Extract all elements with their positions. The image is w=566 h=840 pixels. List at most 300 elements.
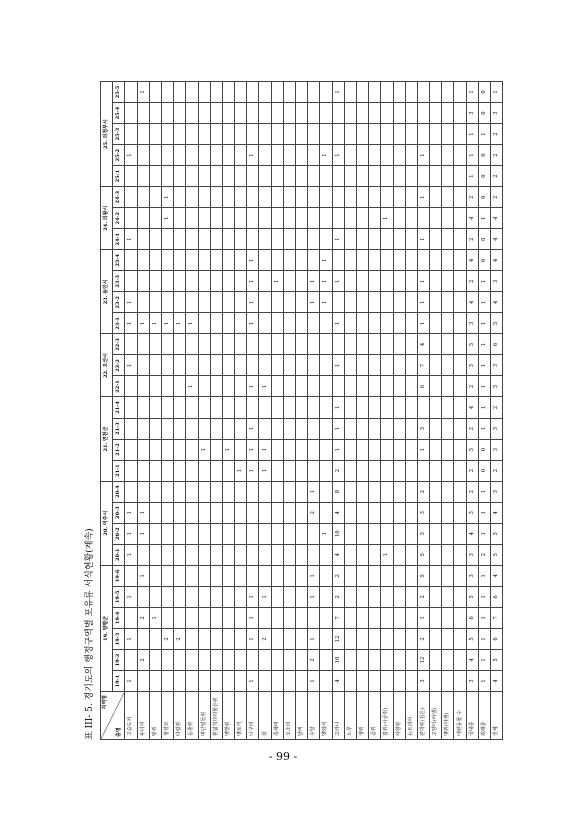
count-cell bbox=[186, 103, 198, 124]
count-cell: 1 bbox=[247, 670, 259, 691]
count-cell bbox=[381, 670, 393, 691]
count-cell bbox=[161, 460, 173, 481]
count-cell: 1 bbox=[247, 418, 259, 439]
count-cell: 1 bbox=[320, 145, 332, 166]
count-cell bbox=[296, 145, 308, 166]
species-name-cell: 멧돼지 bbox=[320, 692, 332, 740]
count-cell bbox=[381, 649, 393, 670]
region-group-header: 20. 여주시 bbox=[101, 481, 113, 565]
count-cell: 1 bbox=[332, 355, 344, 376]
count-cell bbox=[210, 355, 222, 376]
count-cell bbox=[393, 166, 405, 187]
count-cell bbox=[235, 544, 247, 565]
count-cell bbox=[198, 628, 210, 649]
count-cell: 1 bbox=[247, 607, 259, 628]
count-cell bbox=[442, 397, 454, 418]
count-cell bbox=[454, 481, 466, 502]
count-cell: 1 bbox=[478, 334, 490, 355]
count-cell bbox=[149, 544, 161, 565]
count-cell bbox=[137, 355, 149, 376]
count-cell bbox=[356, 397, 368, 418]
count-cell bbox=[210, 313, 222, 334]
count-cell bbox=[393, 397, 405, 418]
count-cell: 3 bbox=[466, 670, 478, 691]
count-cell bbox=[369, 355, 381, 376]
count-cell bbox=[296, 586, 308, 607]
count-cell bbox=[308, 81, 320, 102]
count-cell bbox=[430, 628, 442, 649]
count-cell bbox=[198, 334, 210, 355]
site-code-header: 20-2 bbox=[113, 523, 125, 544]
count-cell bbox=[271, 607, 283, 628]
count-cell: 6 bbox=[491, 334, 503, 355]
count-cell: 2 bbox=[478, 544, 490, 565]
count-cell bbox=[283, 607, 295, 628]
count-cell bbox=[174, 124, 186, 145]
count-cell: 0 bbox=[478, 460, 490, 481]
species-name-cell: 담비 bbox=[296, 692, 308, 740]
count-cell bbox=[198, 145, 210, 166]
species-name-cell: 두더지 bbox=[137, 692, 149, 740]
count-cell bbox=[161, 229, 173, 250]
count-cell bbox=[235, 397, 247, 418]
count-cell bbox=[186, 544, 198, 565]
count-cell bbox=[222, 187, 234, 208]
count-cell bbox=[393, 187, 405, 208]
species-name-cell: 멧토끼 bbox=[235, 692, 247, 740]
count-cell bbox=[271, 670, 283, 691]
count-cell bbox=[186, 124, 198, 145]
species-name-cell: 수달 bbox=[308, 692, 320, 740]
count-cell bbox=[247, 502, 259, 523]
count-cell: 2 bbox=[137, 607, 149, 628]
count-cell bbox=[393, 523, 405, 544]
count-cell bbox=[198, 355, 210, 376]
count-cell bbox=[369, 166, 381, 187]
count-cell: 1 bbox=[417, 313, 429, 334]
count-cell bbox=[222, 544, 234, 565]
count-cell bbox=[210, 607, 222, 628]
header-row-sites bbox=[113, 81, 125, 739]
count-cell bbox=[344, 166, 356, 187]
count-cell bbox=[405, 250, 417, 271]
count-cell bbox=[198, 565, 210, 586]
count-cell bbox=[161, 334, 173, 355]
species-name-cell: 노루 bbox=[344, 692, 356, 740]
count-cell bbox=[308, 313, 320, 334]
count-cell bbox=[283, 166, 295, 187]
count-cell bbox=[344, 628, 356, 649]
count-cell bbox=[405, 313, 417, 334]
count-cell bbox=[320, 628, 332, 649]
count-cell: 3 bbox=[466, 313, 478, 334]
table-header bbox=[101, 81, 125, 739]
count-cell bbox=[222, 376, 234, 397]
count-cell bbox=[417, 124, 429, 145]
count-cell bbox=[125, 376, 137, 397]
count-cell: 1 bbox=[247, 460, 259, 481]
count-cell bbox=[259, 565, 271, 586]
count-cell: 2 bbox=[174, 628, 186, 649]
count-cell bbox=[430, 355, 442, 376]
count-cell bbox=[369, 565, 381, 586]
count-cell bbox=[442, 81, 454, 102]
count-cell bbox=[161, 607, 173, 628]
count-cell: 1 bbox=[332, 397, 344, 418]
site-code-header: 20-4 bbox=[113, 481, 125, 502]
count-cell bbox=[344, 397, 356, 418]
species-name-cell: 오소리 bbox=[283, 692, 295, 740]
count-cell bbox=[186, 145, 198, 166]
count-cell bbox=[125, 187, 137, 208]
count-cell bbox=[442, 103, 454, 124]
count-cell: 2 bbox=[491, 397, 503, 418]
count-cell: 2 bbox=[466, 460, 478, 481]
count-cell bbox=[283, 334, 295, 355]
count-cell: 2 bbox=[466, 418, 478, 439]
count-cell bbox=[174, 607, 186, 628]
count-cell: 1 bbox=[186, 313, 198, 334]
count-cell bbox=[430, 229, 442, 250]
count-cell bbox=[186, 586, 198, 607]
count-cell bbox=[369, 439, 381, 460]
count-cell bbox=[344, 292, 356, 313]
page-number: - 99 - bbox=[268, 750, 298, 763]
count-cell bbox=[235, 355, 247, 376]
count-cell bbox=[161, 166, 173, 187]
count-cell bbox=[320, 586, 332, 607]
count-cell bbox=[442, 334, 454, 355]
count-cell bbox=[161, 586, 173, 607]
count-cell: 1 bbox=[161, 187, 173, 208]
species-name-cell: 관박쥐(검은) bbox=[417, 692, 429, 740]
count-cell bbox=[210, 229, 222, 250]
table-row bbox=[320, 81, 332, 739]
count-cell bbox=[235, 523, 247, 544]
count-cell bbox=[454, 439, 466, 460]
species-name-cell: 멧쥐(야생) bbox=[442, 692, 454, 740]
table-row bbox=[417, 81, 429, 739]
count-cell bbox=[186, 292, 198, 313]
count-cell bbox=[125, 166, 137, 187]
count-cell: 1 bbox=[332, 439, 344, 460]
count-cell bbox=[174, 523, 186, 544]
count-cell: 1 bbox=[247, 250, 259, 271]
count-cell: 1 bbox=[478, 586, 490, 607]
table-row bbox=[491, 81, 503, 739]
count-cell bbox=[283, 502, 295, 523]
count-cell bbox=[247, 229, 259, 250]
count-cell bbox=[381, 418, 393, 439]
count-cell bbox=[222, 481, 234, 502]
site-code-header: 21-3 bbox=[113, 418, 125, 439]
count-cell: 1 bbox=[332, 313, 344, 334]
count-cell: 3 bbox=[417, 418, 429, 439]
count-cell bbox=[186, 418, 198, 439]
count-cell bbox=[198, 313, 210, 334]
count-cell bbox=[296, 565, 308, 586]
count-cell: 1 bbox=[125, 145, 137, 166]
count-cell: 4 bbox=[466, 397, 478, 418]
count-cell bbox=[149, 187, 161, 208]
count-cell bbox=[186, 565, 198, 586]
header-row-groups bbox=[101, 81, 113, 739]
count-cell bbox=[222, 418, 234, 439]
count-cell bbox=[125, 81, 137, 102]
count-cell bbox=[149, 460, 161, 481]
count-cell bbox=[381, 439, 393, 460]
count-cell bbox=[430, 187, 442, 208]
table-row bbox=[430, 81, 442, 739]
count-cell bbox=[222, 166, 234, 187]
count-cell bbox=[198, 460, 210, 481]
count-cell bbox=[332, 334, 344, 355]
count-cell: 6 bbox=[491, 586, 503, 607]
count-cell bbox=[149, 523, 161, 544]
count-cell: 4 bbox=[332, 502, 344, 523]
count-cell bbox=[296, 544, 308, 565]
region-group-header: 19. 양평군 bbox=[101, 565, 113, 691]
count-cell: 1 bbox=[332, 145, 344, 166]
count-cell: 1 bbox=[478, 628, 490, 649]
count-cell bbox=[442, 586, 454, 607]
count-cell bbox=[308, 376, 320, 397]
count-cell bbox=[454, 376, 466, 397]
count-cell: 3 bbox=[491, 271, 503, 292]
count-cell bbox=[222, 208, 234, 229]
count-cell bbox=[405, 229, 417, 250]
count-cell bbox=[442, 376, 454, 397]
count-cell: 1 bbox=[308, 565, 320, 586]
count-cell bbox=[222, 271, 234, 292]
count-cell bbox=[149, 481, 161, 502]
count-cell bbox=[161, 103, 173, 124]
count-cell bbox=[442, 313, 454, 334]
site-code-header: 21-2 bbox=[113, 439, 125, 460]
count-cell bbox=[259, 418, 271, 439]
count-cell bbox=[186, 250, 198, 271]
count-cell bbox=[283, 481, 295, 502]
count-cell bbox=[320, 460, 332, 481]
count-cell bbox=[442, 145, 454, 166]
count-cell: 2 bbox=[466, 376, 478, 397]
count-cell bbox=[442, 208, 454, 229]
count-cell: 1 bbox=[478, 607, 490, 628]
count-cell bbox=[442, 607, 454, 628]
count-cell bbox=[283, 103, 295, 124]
count-cell bbox=[308, 187, 320, 208]
count-cell bbox=[161, 565, 173, 586]
count-cell bbox=[356, 334, 368, 355]
count-cell: 5 bbox=[417, 544, 429, 565]
count-cell bbox=[174, 292, 186, 313]
count-cell bbox=[296, 376, 308, 397]
count-cell bbox=[259, 313, 271, 334]
count-cell bbox=[356, 565, 368, 586]
count-cell: 2 bbox=[417, 586, 429, 607]
count-cell bbox=[381, 607, 393, 628]
count-cell bbox=[454, 502, 466, 523]
count-cell: 1 bbox=[125, 628, 137, 649]
count-cell bbox=[283, 229, 295, 250]
count-cell: 1 bbox=[271, 271, 283, 292]
count-cell bbox=[283, 187, 295, 208]
count-cell bbox=[442, 502, 454, 523]
count-cell bbox=[259, 481, 271, 502]
count-cell bbox=[356, 481, 368, 502]
count-cell bbox=[430, 292, 442, 313]
count-cell: 1 bbox=[259, 439, 271, 460]
count-cell bbox=[222, 250, 234, 271]
count-cell: 3 bbox=[466, 502, 478, 523]
count-cell: 1 bbox=[259, 376, 271, 397]
site-code-header: 24-1 bbox=[113, 229, 125, 250]
count-cell bbox=[271, 586, 283, 607]
count-cell bbox=[381, 103, 393, 124]
count-cell bbox=[283, 124, 295, 145]
count-cell bbox=[332, 124, 344, 145]
count-cell bbox=[125, 481, 137, 502]
count-cell bbox=[222, 81, 234, 102]
count-cell bbox=[149, 292, 161, 313]
count-cell bbox=[222, 628, 234, 649]
count-cell bbox=[174, 208, 186, 229]
count-cell: 3 bbox=[491, 481, 503, 502]
count-cell bbox=[174, 544, 186, 565]
count-cell bbox=[271, 187, 283, 208]
count-cell bbox=[259, 124, 271, 145]
count-cell bbox=[271, 103, 283, 124]
table-body bbox=[125, 81, 503, 739]
count-cell bbox=[393, 313, 405, 334]
count-cell bbox=[235, 418, 247, 439]
count-cell bbox=[125, 565, 137, 586]
count-cell bbox=[320, 376, 332, 397]
count-cell: 1 bbox=[332, 271, 344, 292]
count-cell bbox=[344, 81, 356, 102]
count-cell: 3 bbox=[466, 565, 478, 586]
count-cell bbox=[393, 460, 405, 481]
count-cell bbox=[149, 166, 161, 187]
count-cell bbox=[344, 187, 356, 208]
count-cell bbox=[344, 481, 356, 502]
count-cell bbox=[442, 418, 454, 439]
count-cell bbox=[417, 103, 429, 124]
count-cell bbox=[381, 628, 393, 649]
count-cell: 2 bbox=[161, 628, 173, 649]
count-cell bbox=[344, 313, 356, 334]
count-cell bbox=[320, 544, 332, 565]
count-cell: 10 bbox=[332, 523, 344, 544]
count-cell bbox=[369, 334, 381, 355]
count-cell: 1 bbox=[149, 313, 161, 334]
count-cell bbox=[356, 250, 368, 271]
count-cell bbox=[405, 649, 417, 670]
count-cell bbox=[442, 628, 454, 649]
count-cell bbox=[308, 418, 320, 439]
count-cell bbox=[198, 208, 210, 229]
count-cell bbox=[198, 523, 210, 544]
count-cell bbox=[320, 649, 332, 670]
count-cell bbox=[149, 565, 161, 586]
count-cell: 1 bbox=[332, 229, 344, 250]
count-cell bbox=[210, 649, 222, 670]
count-cell bbox=[442, 670, 454, 691]
count-cell: 2 bbox=[466, 187, 478, 208]
count-cell: 3 bbox=[417, 670, 429, 691]
count-cell bbox=[430, 523, 442, 544]
count-cell bbox=[222, 334, 234, 355]
count-cell bbox=[235, 166, 247, 187]
count-cell bbox=[235, 313, 247, 334]
species-name-cell: 멧밭쥐 bbox=[222, 692, 234, 740]
count-cell bbox=[296, 250, 308, 271]
count-cell: 2 bbox=[491, 460, 503, 481]
species-name-cell: 전체 bbox=[491, 692, 503, 740]
count-cell: 2 bbox=[137, 649, 149, 670]
count-cell bbox=[271, 502, 283, 523]
count-cell bbox=[125, 397, 137, 418]
count-cell bbox=[198, 649, 210, 670]
site-code-header: 21-1 bbox=[113, 460, 125, 481]
count-cell bbox=[198, 481, 210, 502]
count-cell bbox=[271, 124, 283, 145]
count-cell bbox=[356, 81, 368, 102]
count-cell: 1 bbox=[417, 607, 429, 628]
count-cell bbox=[259, 271, 271, 292]
table-row bbox=[442, 81, 454, 739]
count-cell: 3 bbox=[417, 502, 429, 523]
count-cell bbox=[271, 334, 283, 355]
count-cell bbox=[320, 208, 332, 229]
count-cell bbox=[137, 271, 149, 292]
count-cell: 1 bbox=[466, 124, 478, 145]
count-cell bbox=[454, 124, 466, 145]
count-cell: 2 bbox=[332, 586, 344, 607]
count-cell: 4 bbox=[466, 649, 478, 670]
count-cell bbox=[344, 670, 356, 691]
count-cell bbox=[222, 397, 234, 418]
count-cell bbox=[283, 565, 295, 586]
count-cell bbox=[186, 481, 198, 502]
count-cell bbox=[369, 271, 381, 292]
count-cell: 1 bbox=[125, 313, 137, 334]
count-cell: 5 bbox=[491, 649, 503, 670]
count-cell bbox=[344, 229, 356, 250]
count-cell bbox=[222, 586, 234, 607]
site-code-header: 20-3 bbox=[113, 502, 125, 523]
species-name-cell: 족제비 bbox=[271, 692, 283, 740]
count-cell bbox=[344, 418, 356, 439]
count-cell bbox=[235, 250, 247, 271]
count-cell: 1 bbox=[186, 376, 198, 397]
table-row bbox=[405, 81, 417, 739]
count-cell bbox=[381, 313, 393, 334]
count-cell: 7 bbox=[332, 607, 344, 628]
count-cell bbox=[369, 481, 381, 502]
count-cell bbox=[369, 145, 381, 166]
count-cell bbox=[137, 229, 149, 250]
count-cell: 7 bbox=[417, 355, 429, 376]
count-cell bbox=[259, 187, 271, 208]
count-cell bbox=[235, 124, 247, 145]
count-cell: 2 bbox=[491, 124, 503, 145]
count-cell: 1 bbox=[137, 523, 149, 544]
count-cell bbox=[417, 460, 429, 481]
count-cell bbox=[149, 229, 161, 250]
count-cell: 4 bbox=[466, 523, 478, 544]
count-cell bbox=[259, 208, 271, 229]
